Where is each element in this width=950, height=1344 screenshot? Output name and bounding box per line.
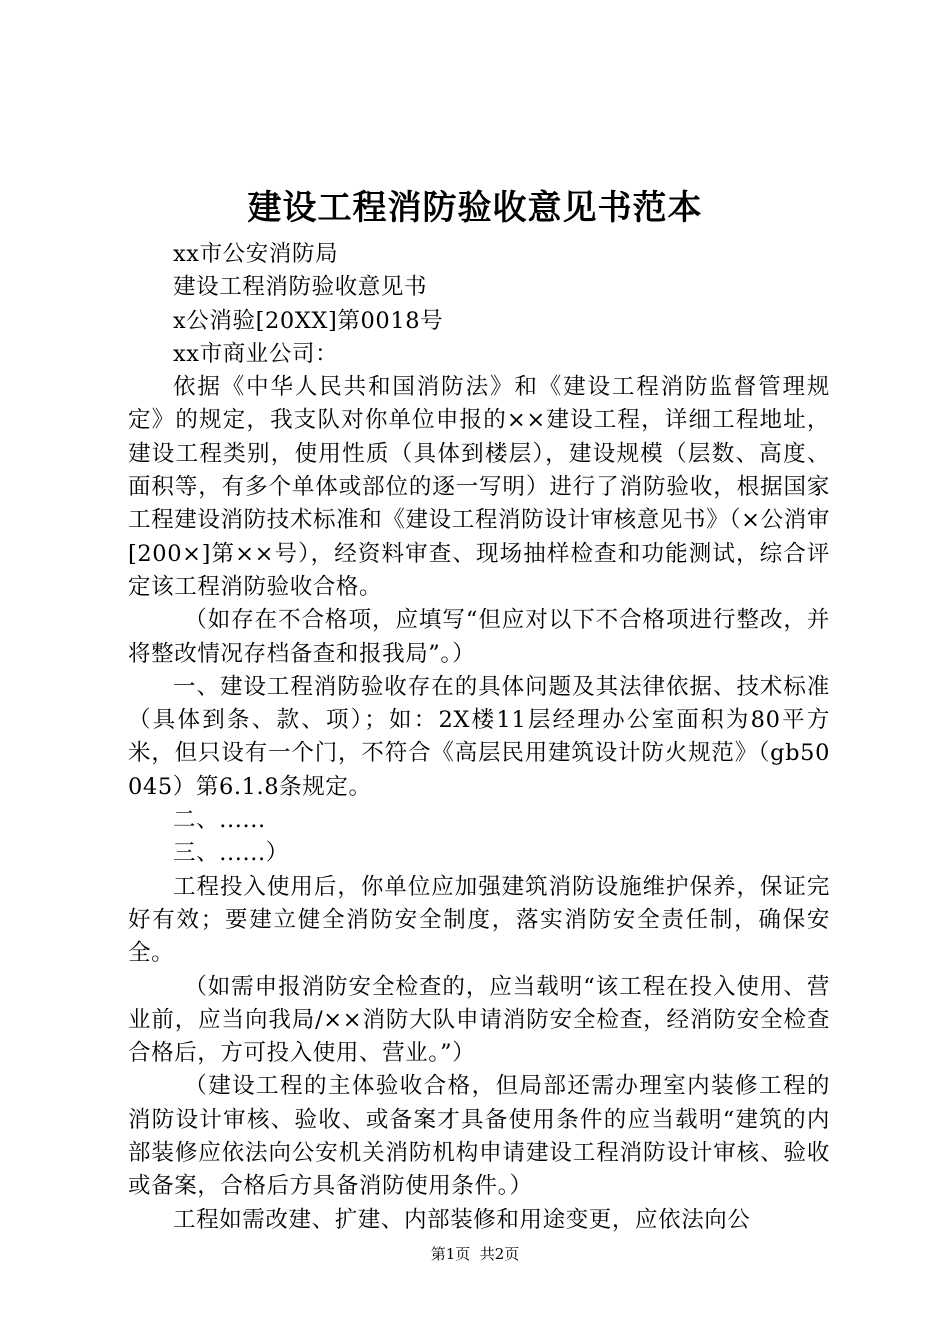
page-number: 第1页 共2页 <box>430 1245 520 1263</box>
document-body <box>128 238 830 1237</box>
body-paragraph: 工程如需改建、扩建、内部装修和用途变更，应依法向公 <box>173 1206 751 1233</box>
body-paragraph: （如存在不合格项，应填写“但应对以下不合格项进行整改，并将整改情况存档备查和报我局”。） <box>128 607 830 667</box>
document-type-line: 建设工程消防验收意见书 <box>173 274 428 301</box>
body-paragraph: （如需申报消防安全检查的，应当载明“该工程在投入使用、营业前，应当向我局/××消防大队申请消防安全检查，经消防安全检查合格后，方可投入使用、营业。”） <box>128 973 830 1067</box>
body-paragraph: （建设工程的主体验收合格，但局部还需办理室内装修工程的消防设计审核、验收、或备案才具备使用条件的应当载明“建筑的内部装修应依法向公安机关消防机构申请建设工程消防设计审核、验收或备案，合格后方具备消防使用条件。） <box>128 1073 830 1200</box>
body-paragraph: 依据《中华人民共和国消防法》和《建设工程消防监督管理规定》的规定，我支队对你单位申报的××建设工程，详细工程地址，建设工程类别，使用性质（具体到楼层），建设规模（层数、高度、面积等，有多个单体或部位的逐一写明）进行了消防验收，根据国家工程建设消防技术标准和《建设工程消防设计审核意见书》（×公消审[200×]第××号），经资料审查、现场抽样检查和功能测试，综合评定该工程消防验收合格。 <box>128 374 830 600</box>
body-paragraph: 一、建设工程消防验收存在的具体问题及其法律依据、技术标准（具体到条、款、项）；如：2X楼11层经理办公室面积为80平方米，但只设有一个门，不符合《高层民用建筑设计防火规范》（gb50045）第6.1.8条规定。 <box>128 673 830 800</box>
page-footer <box>0 1244 950 1264</box>
recipient-line: xx市商业公司： <box>173 340 339 367</box>
document-number-line: x公消验[20XX]第0018号 <box>173 307 444 334</box>
body-paragraph: 工程投入使用后，你单位应加强建筑消防设施维护保养，保证完好有效；要建立健全消防安全制度，落实消防安全责任制，确保安全。 <box>128 873 830 967</box>
issuer-line: xx市公安消防局 <box>173 241 339 267</box>
document-title: 建设工程消防验收意见书范本 <box>247 188 703 228</box>
body-paragraph: 三、......） <box>173 840 289 867</box>
body-paragraph: 二、...... <box>173 807 266 834</box>
